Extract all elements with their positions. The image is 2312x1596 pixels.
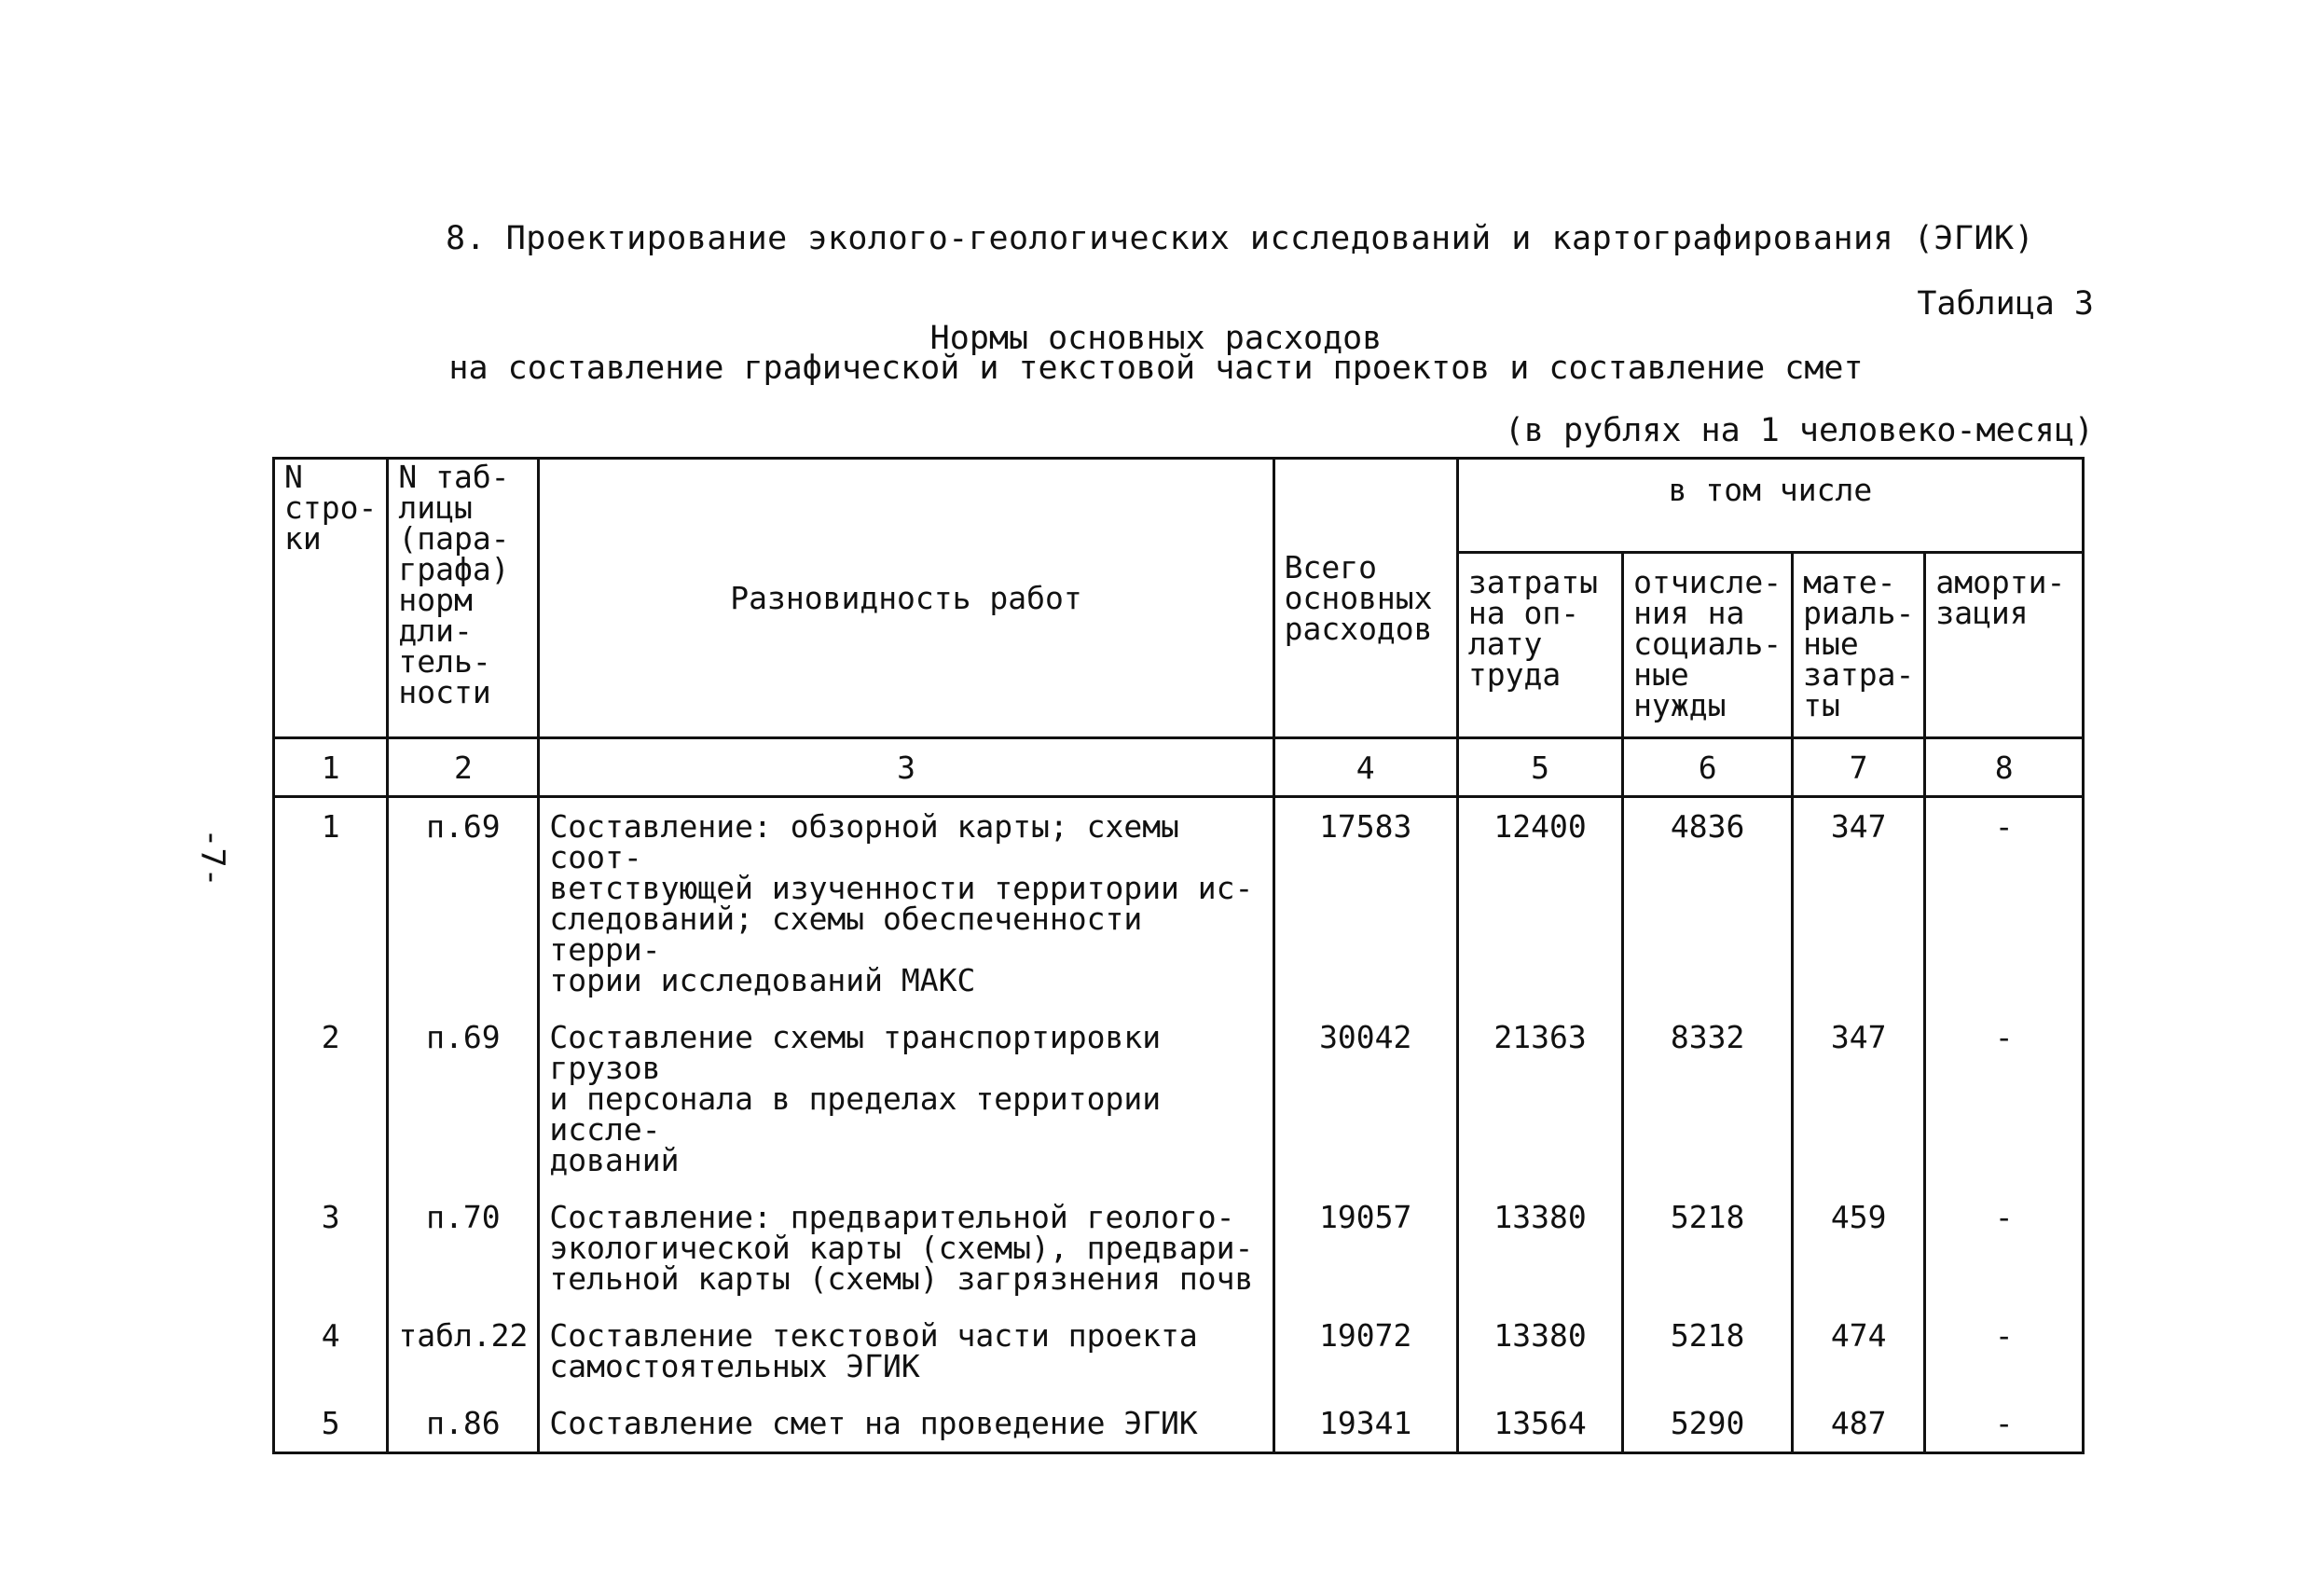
header-line: ные xyxy=(1803,626,1859,662)
work-line: тории исследований МАКС xyxy=(549,962,976,998)
work-description xyxy=(539,797,1273,1010)
header-line: ности xyxy=(398,674,491,710)
labor-cost: 21363 xyxy=(1457,1009,1622,1189)
header-line: основных xyxy=(1284,580,1433,616)
header-including: в том числе xyxy=(1457,459,2083,553)
table-row xyxy=(274,1395,2084,1453)
header-work-type: Разновидность работ xyxy=(539,459,1273,738)
labor-cost: 13380 xyxy=(1457,1307,1622,1395)
column-number: 5 xyxy=(1457,738,1622,797)
column-number: 6 xyxy=(1623,738,1793,797)
page-number: -7- xyxy=(193,828,231,887)
column-number-row xyxy=(274,738,2084,797)
work-line: Составление текстовой части проекта xyxy=(549,1317,1198,1354)
total-cost: 30042 xyxy=(1273,1009,1457,1189)
table-row xyxy=(274,1009,2084,1189)
amortization-cost: - xyxy=(1925,797,2084,1010)
work-line: Составление схемы транспортировки грузов xyxy=(549,1019,1162,1086)
total-cost: 19072 xyxy=(1273,1307,1457,1395)
work-description xyxy=(539,1009,1273,1189)
header-line: социаль- xyxy=(1633,626,1782,662)
work-description xyxy=(539,1189,1273,1307)
header-line: лицы xyxy=(398,489,473,526)
work-line: Составление смет на проведение ЭГИК xyxy=(549,1405,1198,1441)
header-line: отчисле- xyxy=(1633,564,1782,600)
header-line: расходов xyxy=(1284,611,1433,647)
materials-cost: 459 xyxy=(1793,1189,1925,1307)
header-line: мате- xyxy=(1803,564,1896,600)
table-caption-line1: Нормы основных расходов xyxy=(929,320,1383,357)
social-cost: 5290 xyxy=(1623,1395,1793,1453)
materials-cost: 487 xyxy=(1793,1395,1925,1453)
social-cost: 4836 xyxy=(1623,797,1793,1010)
header-line: риаль- xyxy=(1803,595,1915,631)
table-caption-line2: на составление графической и текстовой части проектов и составление смет xyxy=(448,350,1864,387)
work-line: Составление: обзорной карты; схемы соот- xyxy=(549,808,1179,875)
work-line: следований; схемы обеспеченности терри- xyxy=(549,901,1143,968)
header-line: зация xyxy=(1935,595,2029,631)
header-line: затраты xyxy=(1467,564,1598,600)
norm-reference: п.69 xyxy=(388,1009,539,1189)
column-number: 1 xyxy=(274,738,388,797)
header-line: стро- xyxy=(284,489,378,526)
header-line: на оп- xyxy=(1467,595,1580,631)
header-materials xyxy=(1793,553,1925,738)
section-title: 8. Проектирование эколого-геологических исследований и картографирования (ЭГИК) xyxy=(446,220,2035,257)
row-number: 4 xyxy=(274,1307,388,1395)
column-number: 4 xyxy=(1273,738,1457,797)
column-number: 7 xyxy=(1793,738,1925,797)
work-line: ветствующей изученности территории ис- xyxy=(549,870,1254,906)
header-line: (пара- xyxy=(398,520,510,557)
header-line: дли- xyxy=(398,612,473,649)
header-line: труда xyxy=(1467,656,1562,693)
materials-cost: 347 xyxy=(1793,1009,1925,1189)
header-line: Всего xyxy=(1284,549,1377,585)
row-number: 5 xyxy=(274,1395,388,1453)
header-line: лату xyxy=(1467,626,1543,662)
header-amortization xyxy=(1925,553,2084,738)
row-number: 3 xyxy=(274,1189,388,1307)
work-line: тельной карты (схемы) загрязнения почв xyxy=(549,1260,1254,1297)
header-line: N xyxy=(284,459,303,495)
header-line: затра- xyxy=(1803,656,1915,693)
header-total xyxy=(1273,459,1457,738)
social-cost: 5218 xyxy=(1623,1307,1793,1395)
norm-reference: п.69 xyxy=(388,797,539,1010)
work-line: и персонала в пределах территории иссле- xyxy=(549,1080,1162,1148)
column-number: 8 xyxy=(1925,738,2084,797)
work-line: экологической карты (схемы), предвари- xyxy=(549,1230,1254,1266)
header-line: норм xyxy=(398,582,473,618)
units-note: (в рублях на 1 человеко-месяц) xyxy=(1504,412,2094,449)
header-line: тель- xyxy=(398,643,491,680)
social-cost: 8332 xyxy=(1623,1009,1793,1189)
materials-cost: 347 xyxy=(1793,797,1925,1010)
column-number: 3 xyxy=(539,738,1273,797)
header-line: N таб- xyxy=(398,459,510,495)
table-row xyxy=(274,1189,2084,1307)
labor-cost: 13380 xyxy=(1457,1189,1622,1307)
materials-cost: 474 xyxy=(1793,1307,1925,1395)
header-line: графа) xyxy=(398,551,510,587)
header-line: аморти- xyxy=(1935,564,2066,600)
header-labor xyxy=(1457,553,1622,738)
amortization-cost: - xyxy=(1925,1307,2084,1395)
header-norm-table xyxy=(388,459,539,738)
header-social xyxy=(1623,553,1793,738)
work-line: Составление: предварительной геолого- xyxy=(549,1199,1235,1235)
work-description xyxy=(539,1395,1273,1453)
work-description xyxy=(539,1307,1273,1395)
header-line: ные xyxy=(1633,656,1689,693)
table-label: Таблица 3 xyxy=(1917,285,2094,323)
norm-reference: п.86 xyxy=(388,1395,539,1453)
total-cost: 17583 xyxy=(1273,797,1457,1010)
norm-reference: п.70 xyxy=(388,1189,539,1307)
table-row xyxy=(274,797,2084,1010)
header-line: ния на xyxy=(1633,595,1745,631)
cost-norms-table xyxy=(272,457,2085,1454)
table-row xyxy=(274,1307,2084,1395)
norm-reference: табл.22 xyxy=(388,1307,539,1395)
labor-cost: 13564 xyxy=(1457,1395,1622,1453)
header-line: нужды xyxy=(1633,687,1727,723)
labor-cost: 12400 xyxy=(1457,797,1622,1010)
row-number: 1 xyxy=(274,797,388,1010)
social-cost: 5218 xyxy=(1623,1189,1793,1307)
total-cost: 19057 xyxy=(1273,1189,1457,1307)
column-number: 2 xyxy=(388,738,539,797)
amortization-cost: - xyxy=(1925,1189,2084,1307)
work-line: дований xyxy=(549,1142,680,1178)
header-line: ты xyxy=(1803,687,1840,723)
row-number: 2 xyxy=(274,1009,388,1189)
header-line: ки xyxy=(284,520,322,557)
amortization-cost: - xyxy=(1925,1009,2084,1189)
total-cost: 19341 xyxy=(1273,1395,1457,1453)
amortization-cost: - xyxy=(1925,1395,2084,1453)
header-row-number xyxy=(274,459,388,738)
work-line: самостоятельных ЭГИК xyxy=(549,1348,920,1384)
